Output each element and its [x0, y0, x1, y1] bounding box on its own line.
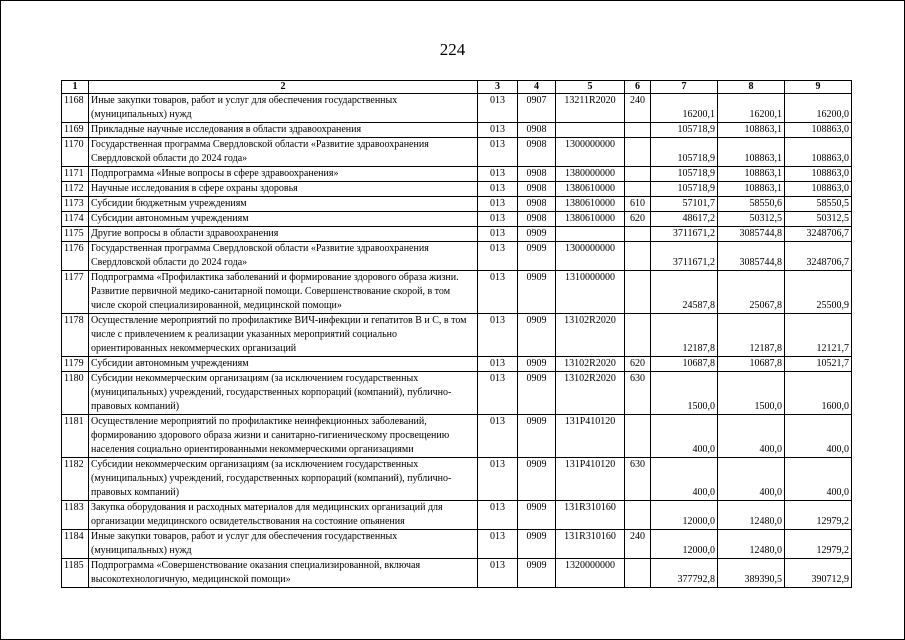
table-row [62, 212, 852, 227]
section-code-cell: 0909 [518, 357, 556, 372]
column-header: 6 [625, 81, 651, 94]
amount-year1-cell: 12187,8 [651, 314, 718, 357]
section-code-cell: 0908 [518, 197, 556, 212]
section-code-cell: 0909 [518, 271, 556, 314]
expense-type-cell: 620 [625, 212, 651, 227]
table-row [62, 197, 852, 212]
row-name-cell: Подпрограмма «Профилактика заболеваний и формирование здорового образа жизни. Развитие первичной медико-санитарной помощи. Совершенствование скорой, в том числе скорой специализированной, медицинской помощи» [89, 271, 478, 314]
table-row [62, 227, 852, 242]
section-code-cell: 0908 [518, 138, 556, 167]
ministry-code-cell: 013 [478, 167, 518, 182]
amount-year2-cell: 10687,8 [718, 357, 785, 372]
amount-year1-cell: 105718,9 [651, 167, 718, 182]
ministry-code-cell: 013 [478, 94, 518, 123]
amount-year1-cell: 3711671,2 [651, 227, 718, 242]
table-row [62, 314, 852, 357]
target-article-cell: 1380000000 [556, 167, 625, 182]
amount-year2-cell: 3085744,8 [718, 242, 785, 271]
amount-year1-cell: 24587,8 [651, 271, 718, 314]
amount-year3-cell: 25500,9 [785, 271, 852, 314]
header-row [62, 81, 852, 94]
row-number-cell: 1176 [62, 242, 89, 271]
amount-year3-cell: 390712,9 [785, 559, 852, 588]
row-number-cell: 1173 [62, 197, 89, 212]
amount-year1-cell: 1500,0 [651, 372, 718, 415]
amount-year3-cell: 3248706,7 [785, 242, 852, 271]
amount-year2-cell: 400,0 [718, 458, 785, 501]
row-number-cell: 1171 [62, 167, 89, 182]
ministry-code-cell: 013 [478, 182, 518, 197]
amount-year1-cell: 57101,7 [651, 197, 718, 212]
amount-year3-cell: 50312,5 [785, 212, 852, 227]
row-name-cell: Закупка оборудования и расходных материалов для медицинских организаций для организации медицинского освидетельствования на состояние опьянения [89, 501, 478, 530]
row-name-cell: Субсидии автономным учреждениям [89, 357, 478, 372]
column-header: 2 [89, 81, 478, 94]
expense-type-cell: 630 [625, 372, 651, 415]
target-article-cell: 1380610000 [556, 182, 625, 197]
target-article-cell: 13211R2020 [556, 94, 625, 123]
amount-year3-cell: 12979,2 [785, 530, 852, 559]
table-body [62, 94, 852, 588]
ministry-code-cell: 013 [478, 372, 518, 415]
ministry-code-cell: 013 [478, 138, 518, 167]
amount-year2-cell: 1500,0 [718, 372, 785, 415]
row-name-cell: Осуществление мероприятий по профилактике неинфекционных заболеваний, формированию здорового образа жизни и санитарно-гигиеническому просвещению населения социально ориентированными некоммерческими организациями [89, 415, 478, 458]
expense-type-cell [625, 227, 651, 242]
row-number-cell: 1185 [62, 559, 89, 588]
row-number-cell: 1172 [62, 182, 89, 197]
row-name-cell: Субсидии некоммерческим организациям (за исключением государственных (муниципальных) учреждений, государственных корпораций (компаний), публично-правовых компаний) [89, 458, 478, 501]
target-article-cell [556, 227, 625, 242]
target-article-cell: 13102R2020 [556, 314, 625, 357]
row-number-cell: 1184 [62, 530, 89, 559]
amount-year2-cell: 389390,5 [718, 559, 785, 588]
column-header: 9 [785, 81, 852, 94]
target-article-cell: 1310000000 [556, 271, 625, 314]
amount-year2-cell: 25067,8 [718, 271, 785, 314]
target-article-cell: 1300000000 [556, 138, 625, 167]
target-article-cell: 131R310160 [556, 501, 625, 530]
row-number-cell: 1174 [62, 212, 89, 227]
section-code-cell: 0908 [518, 182, 556, 197]
table-row [62, 138, 852, 167]
table-row [62, 501, 852, 530]
expense-type-cell [625, 501, 651, 530]
row-name-cell: Государственная программа Свердловской области «Развитие здравоохранения Свердловской области до 2024 года» [89, 242, 478, 271]
expense-type-cell [625, 415, 651, 458]
target-article-cell: 1320000000 [556, 559, 625, 588]
table-row [62, 94, 852, 123]
ministry-code-cell: 013 [478, 530, 518, 559]
section-code-cell: 0909 [518, 501, 556, 530]
amount-year1-cell: 10687,8 [651, 357, 718, 372]
target-article-cell: 131P410120 [556, 415, 625, 458]
section-code-cell: 0909 [518, 227, 556, 242]
expense-type-cell: 240 [625, 94, 651, 123]
expense-type-cell [625, 138, 651, 167]
amount-year1-cell: 12000,0 [651, 530, 718, 559]
table-row [62, 182, 852, 197]
amount-year3-cell: 108863,0 [785, 182, 852, 197]
amount-year3-cell: 12979,2 [785, 501, 852, 530]
section-code-cell: 0909 [518, 314, 556, 357]
row-number-cell: 1170 [62, 138, 89, 167]
row-name-cell: Субсидии бюджетным учреждениям [89, 197, 478, 212]
row-name-cell: Иные закупки товаров, работ и услуг для обеспечения государственных (муниципальных) нужд [89, 530, 478, 559]
section-code-cell: 0909 [518, 559, 556, 588]
section-code-cell: 0908 [518, 167, 556, 182]
amount-year2-cell: 108863,1 [718, 138, 785, 167]
ministry-code-cell: 013 [478, 559, 518, 588]
table-row [62, 372, 852, 415]
section-code-cell: 0909 [518, 458, 556, 501]
amount-year3-cell: 400,0 [785, 415, 852, 458]
target-article-cell: 1300000000 [556, 242, 625, 271]
target-article-cell: 13102R2020 [556, 372, 625, 415]
amount-year3-cell: 108863,0 [785, 123, 852, 138]
row-name-cell: Субсидии некоммерческим организациям (за исключением государственных (муниципальных) учреждений, государственных корпораций (компаний), публично-правовых компаний) [89, 372, 478, 415]
amount-year2-cell: 108863,1 [718, 167, 785, 182]
expense-type-cell: 240 [625, 530, 651, 559]
row-number-cell: 1182 [62, 458, 89, 501]
section-code-cell: 0908 [518, 212, 556, 227]
amount-year2-cell: 12480,0 [718, 501, 785, 530]
ministry-code-cell: 013 [478, 242, 518, 271]
section-code-cell: 0909 [518, 415, 556, 458]
row-name-cell: Осуществление мероприятий по профилактике ВИЧ-инфекции и гепатитов В и С, в том числе с привлечением к реализации указанных мероприятий социально ориентированных некоммерческих организаций [89, 314, 478, 357]
page-number: 224 [439, 40, 466, 59]
target-article-cell: 13102R2020 [556, 357, 625, 372]
amount-year3-cell: 400,0 [785, 458, 852, 501]
column-header: 8 [718, 81, 785, 94]
column-header: 5 [556, 81, 625, 94]
ministry-code-cell: 013 [478, 314, 518, 357]
amount-year2-cell: 12480,0 [718, 530, 785, 559]
target-article-cell: 1380610000 [556, 197, 625, 212]
expense-type-cell [625, 559, 651, 588]
target-article-cell: 1380610000 [556, 212, 625, 227]
ministry-code-cell: 013 [478, 501, 518, 530]
section-code-cell: 0907 [518, 94, 556, 123]
amount-year3-cell: 108863,0 [785, 138, 852, 167]
budget-table [61, 80, 852, 588]
ministry-code-cell: 013 [478, 197, 518, 212]
expense-type-cell [625, 182, 651, 197]
row-name-cell: Другие вопросы в области здравоохранения [89, 227, 478, 242]
table-row [62, 167, 852, 182]
amount-year2-cell: 16200,1 [718, 94, 785, 123]
section-code-cell: 0909 [518, 242, 556, 271]
amount-year2-cell: 400,0 [718, 415, 785, 458]
table-row [62, 559, 852, 588]
amount-year3-cell: 108863,0 [785, 167, 852, 182]
amount-year1-cell: 400,0 [651, 458, 718, 501]
amount-year2-cell: 12187,8 [718, 314, 785, 357]
amount-year1-cell: 16200,1 [651, 94, 718, 123]
section-code-cell: 0909 [518, 372, 556, 415]
ministry-code-cell: 013 [478, 415, 518, 458]
row-number-cell: 1177 [62, 271, 89, 314]
expense-type-cell [625, 314, 651, 357]
expense-type-cell [625, 271, 651, 314]
row-name-cell: Субсидии автономным учреждениям [89, 212, 478, 227]
ministry-code-cell: 013 [478, 458, 518, 501]
amount-year1-cell: 400,0 [651, 415, 718, 458]
row-name-cell: Научные исследования в сфере охраны здоровья [89, 182, 478, 197]
ministry-code-cell: 013 [478, 271, 518, 314]
amount-year2-cell: 108863,1 [718, 182, 785, 197]
table-row [62, 271, 852, 314]
amount-year1-cell: 12000,0 [651, 501, 718, 530]
table-row [62, 123, 852, 138]
amount-year2-cell: 50312,5 [718, 212, 785, 227]
amount-year1-cell: 377792,8 [651, 559, 718, 588]
table-row [62, 458, 852, 501]
expense-type-cell: 630 [625, 458, 651, 501]
expense-type-cell [625, 242, 651, 271]
section-code-cell: 0908 [518, 123, 556, 138]
target-article-cell: 131R310160 [556, 530, 625, 559]
expense-type-cell: 610 [625, 197, 651, 212]
row-number-cell: 1178 [62, 314, 89, 357]
row-number-cell: 1183 [62, 501, 89, 530]
table-row [62, 530, 852, 559]
row-number-cell: 1180 [62, 372, 89, 415]
amount-year3-cell: 10521,7 [785, 357, 852, 372]
amount-year3-cell: 12121,7 [785, 314, 852, 357]
column-header: 3 [478, 81, 518, 94]
section-code-cell: 0909 [518, 530, 556, 559]
ministry-code-cell: 013 [478, 212, 518, 227]
amount-year1-cell: 105718,9 [651, 123, 718, 138]
row-number-cell: 1169 [62, 123, 89, 138]
column-header: 7 [651, 81, 718, 94]
expense-type-cell: 620 [625, 357, 651, 372]
row-name-cell: Прикладные научные исследования в области здравоохранения [89, 123, 478, 138]
row-name-cell: Подпрограмма «Иные вопросы в сфере здравоохранения» [89, 167, 478, 182]
amount-year3-cell: 3248706,7 [785, 227, 852, 242]
target-article-cell [556, 123, 625, 138]
amount-year2-cell: 58550,6 [718, 197, 785, 212]
ministry-code-cell: 013 [478, 357, 518, 372]
expense-type-cell [625, 167, 651, 182]
amount-year3-cell: 16200,0 [785, 94, 852, 123]
ministry-code-cell: 013 [478, 123, 518, 138]
row-name-cell: Подпрограмма «Совершенствование оказания специализированной, включая высокотехнологичную, медицинской помощи» [89, 559, 478, 588]
amount-year1-cell: 105718,9 [651, 138, 718, 167]
row-number-cell: 1179 [62, 357, 89, 372]
table-row [62, 357, 852, 372]
target-article-cell: 131P410120 [556, 458, 625, 501]
table-row [62, 242, 852, 271]
amount-year1-cell: 3711671,2 [651, 242, 718, 271]
expense-type-cell [625, 123, 651, 138]
row-name-cell: Государственная программа Свердловской области «Развитие здравоохранения Свердловской области до 2024 года» [89, 138, 478, 167]
row-number-cell: 1168 [62, 94, 89, 123]
row-number-cell: 1175 [62, 227, 89, 242]
amount-year1-cell: 48617,2 [651, 212, 718, 227]
column-header: 4 [518, 81, 556, 94]
table-row [62, 415, 852, 458]
amount-year3-cell: 1600,0 [785, 372, 852, 415]
amount-year2-cell: 3085744,8 [718, 227, 785, 242]
row-number-cell: 1181 [62, 415, 89, 458]
ministry-code-cell: 013 [478, 227, 518, 242]
amount-year2-cell: 108863,1 [718, 123, 785, 138]
amount-year1-cell: 105718,9 [651, 182, 718, 197]
amount-year3-cell: 58550,5 [785, 197, 852, 212]
column-header: 1 [62, 81, 89, 94]
row-name-cell: Иные закупки товаров, работ и услуг для обеспечения государственных (муниципальных) нужд [89, 94, 478, 123]
